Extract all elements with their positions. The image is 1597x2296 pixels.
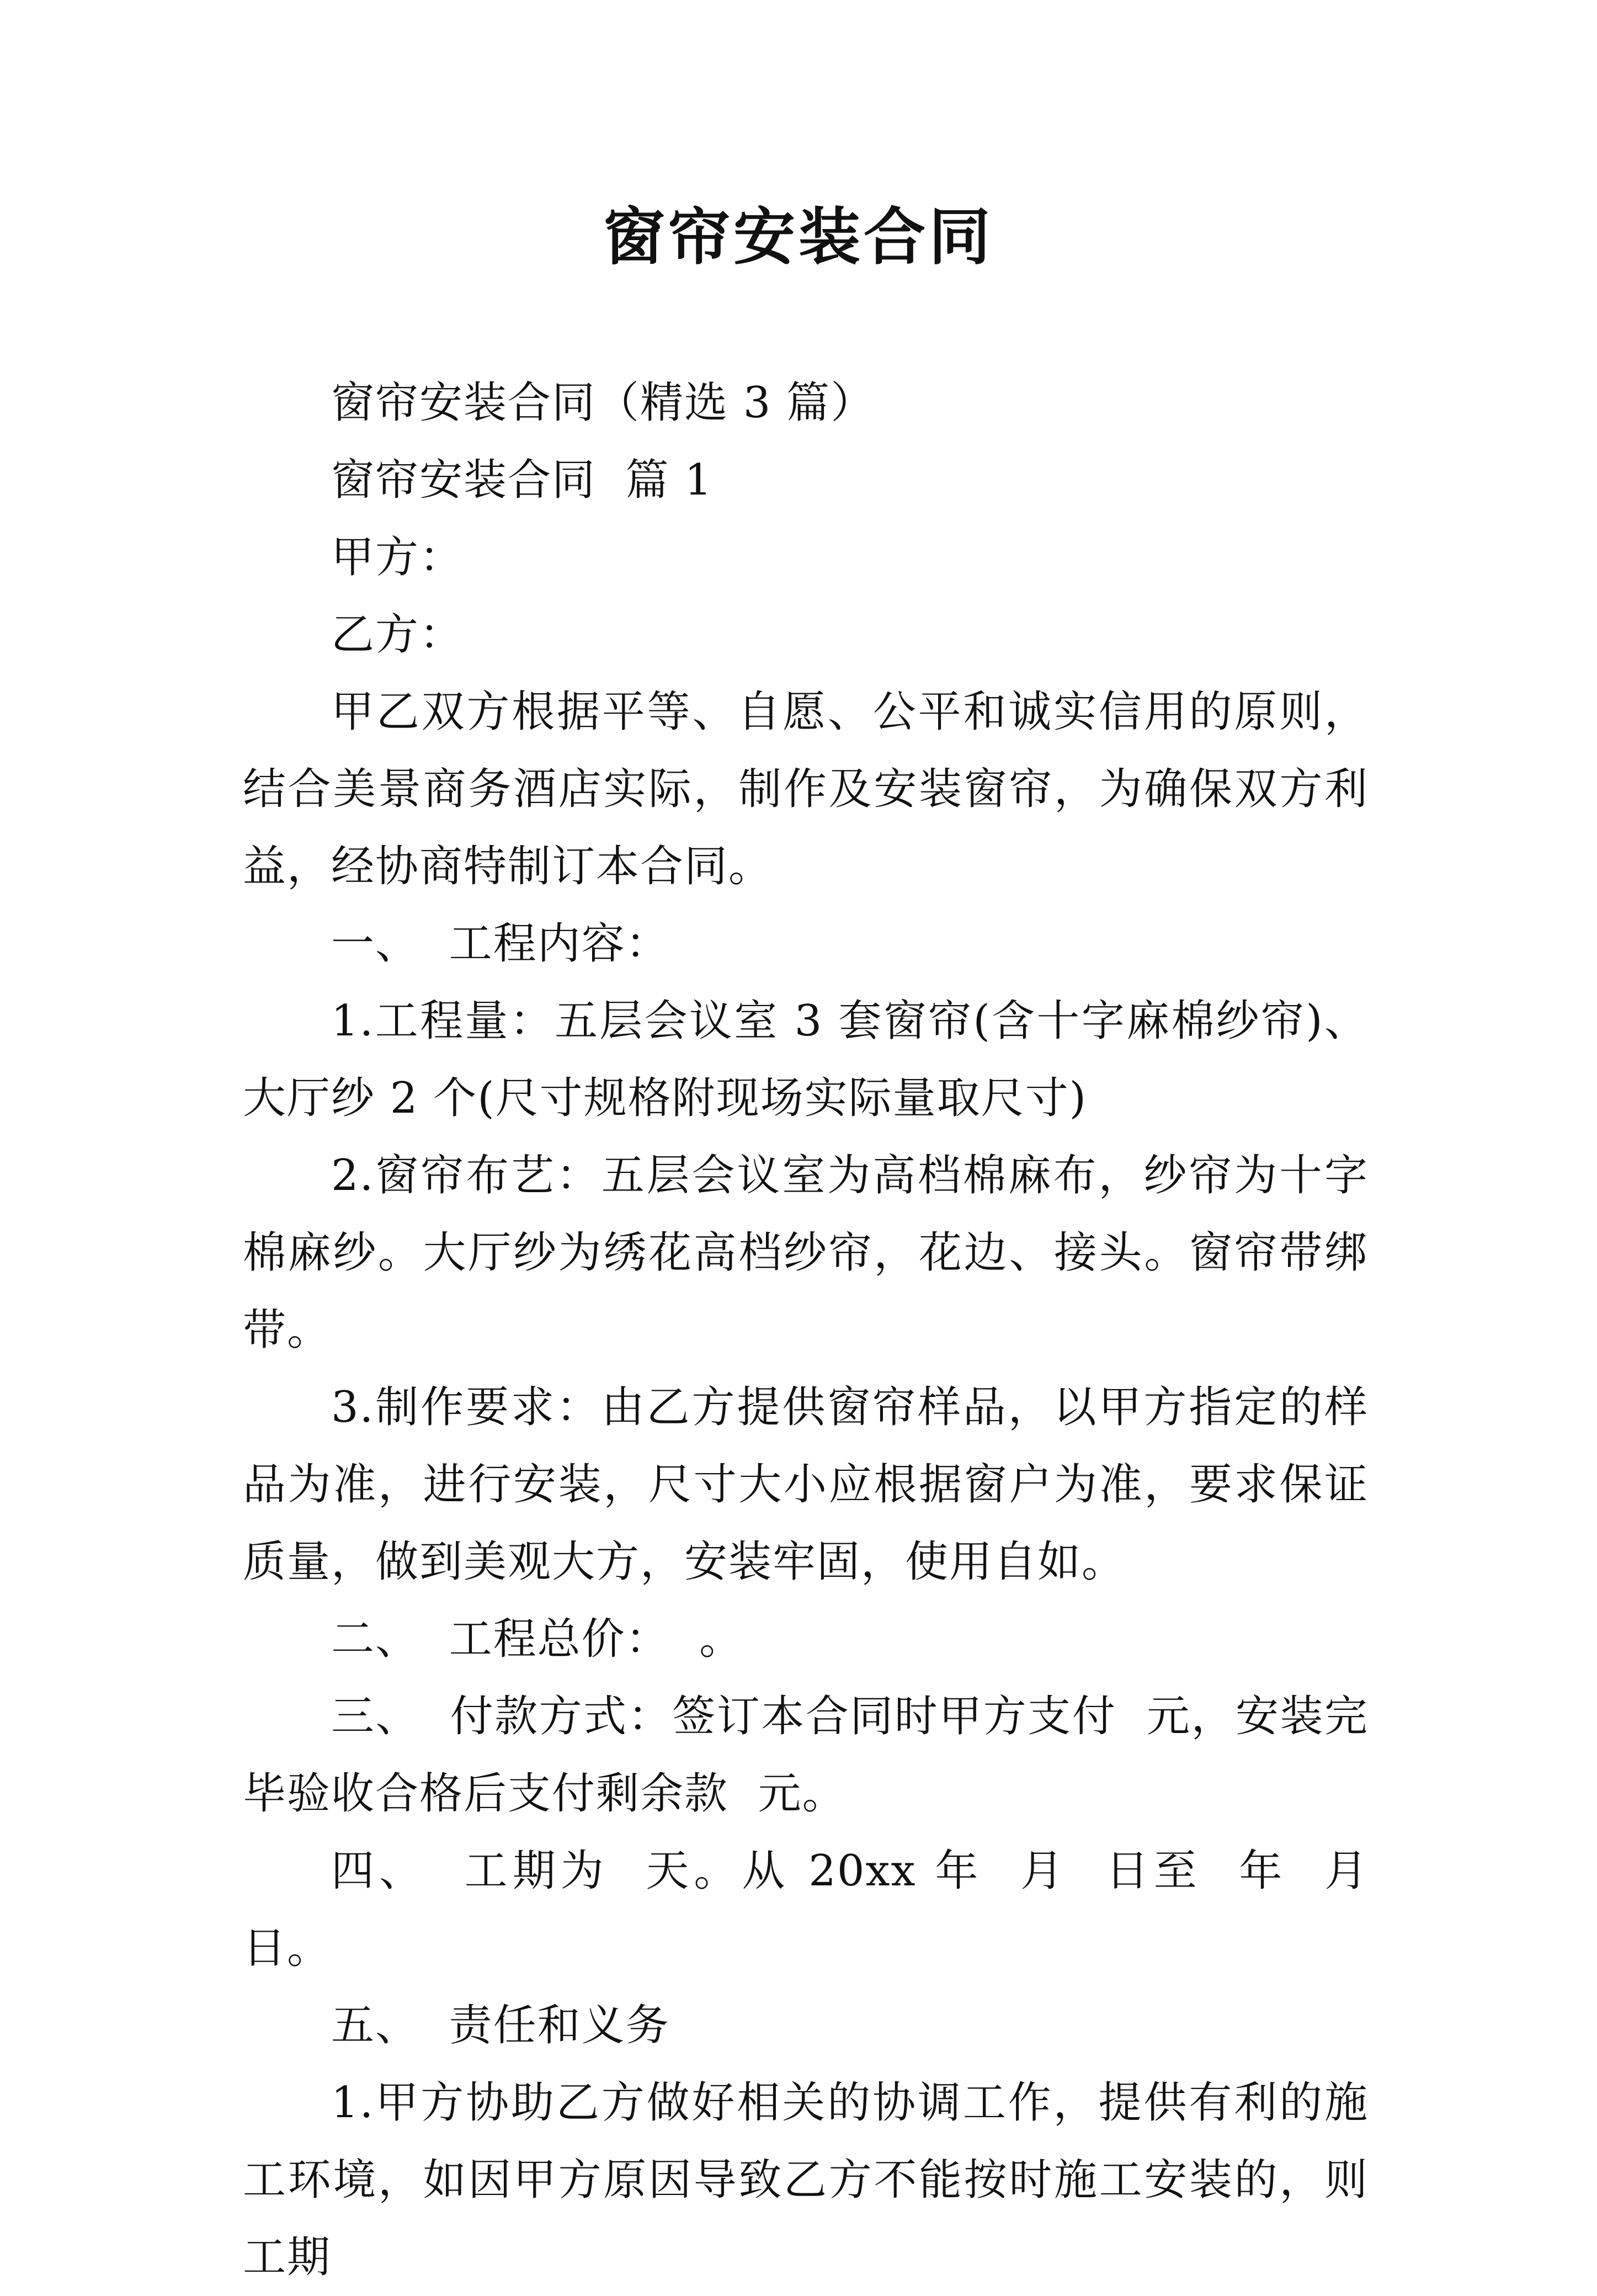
clause-heading: 二、 工程总价： 。 bbox=[331, 1614, 744, 1664]
document-title: 窗帘安装合同 bbox=[603, 201, 994, 273]
clause-heading: 一、 工程内容： bbox=[331, 919, 670, 969]
clause-paragraph: 三、 付款方式：签订本合同时甲方支付 元，安装完毕验收合格后支付剩余款 元。 bbox=[243, 1692, 1369, 1819]
clause-paragraph: 四、 工期为 天。从 20xx 年 月 日至 年 月 日。 bbox=[243, 1846, 1398, 1973]
party-a-line: 甲方： bbox=[331, 533, 464, 582]
party-b-line: 乙方： bbox=[331, 610, 464, 660]
document-body bbox=[243, 364, 1398, 2296]
clause-paragraph: 3.制作要求：由乙方提供窗帘样品，以甲方指定的样品为准，进行安装，尺寸大小应根据窗户为准，要求保证质量，做到美观大方，安装牢固，使用自如。 bbox=[243, 1383, 1369, 1587]
clause-heading: 五、 责任和义务 bbox=[331, 2001, 670, 2050]
preamble-paragraph: 甲乙双方根据平等、自愿、公平和诚实信用的原则，结合美景商务酒店实际，制作及安装窗帘，为确保双方利益，经协商特制订本合同。 bbox=[243, 687, 1369, 891]
subtitle-line: 窗帘安装合同（精选 3 篇） bbox=[331, 378, 875, 428]
clause-paragraph: 1.工程量：五层会议室 3 套窗帘(含十字麻棉纱帘)、大厅纱 2 个(尺寸规格附现场实际量取尺寸) bbox=[243, 996, 1369, 1123]
clause-paragraph: 2.窗帘布艺：五层会议室为高档棉麻布，纱帘为十字棉麻纱。大厅纱为绣花高档纱帘，花边、接头。窗帘带绑带。 bbox=[243, 1151, 1369, 1355]
section-heading: 窗帘安装合同 篇 1 bbox=[331, 455, 714, 505]
clause-paragraph: 1.甲方协助乙方做好相关的协调工作，提供有利的施工环境，如因甲方原因导致乙方不能按时施工安装的，则工期 bbox=[243, 2078, 1369, 2282]
